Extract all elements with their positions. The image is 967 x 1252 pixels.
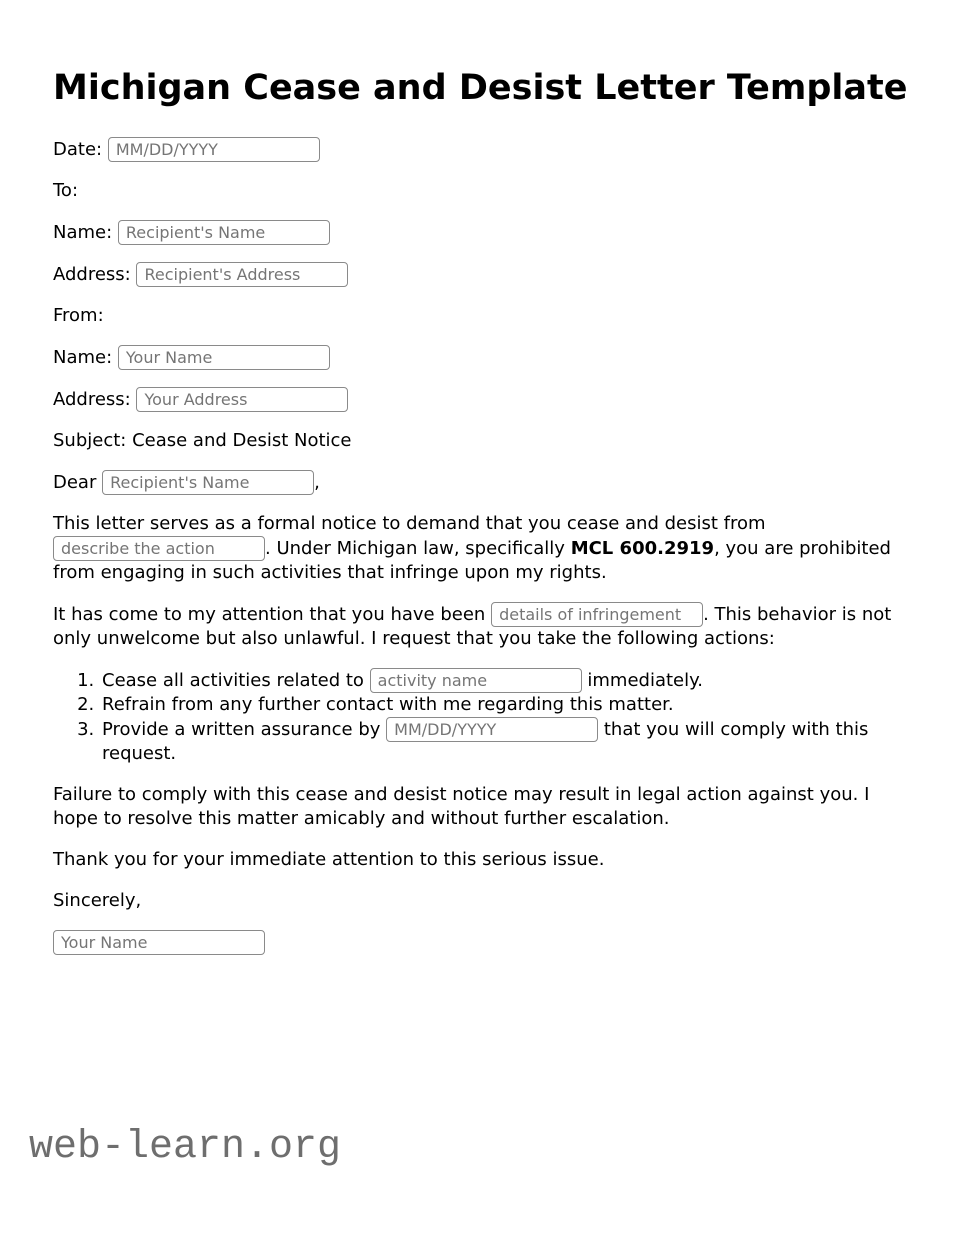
recipient-name-row xyxy=(53,220,911,245)
recipient-address-row xyxy=(53,262,911,287)
date-input[interactable] xyxy=(108,137,320,162)
paragraph-demand-text-1: This letter serves as a formal notice to demand that you cease and desist from xyxy=(53,513,766,534)
date-row xyxy=(53,137,911,162)
sender-name-input[interactable] xyxy=(118,345,330,370)
paragraph-demand-text-3: , you are prohibited from engaging in such activities that infringe upon my rights. xyxy=(53,538,891,583)
infringement-details-input[interactable] xyxy=(491,602,703,627)
page-title: Michigan Cease and Desist Letter Template xyxy=(53,68,908,108)
sender-name-label: Name: xyxy=(53,347,113,368)
action3-text-2: that you will comply with this request. xyxy=(102,719,869,764)
footer-brand: web-learn.org xyxy=(29,1125,342,1170)
sender-address-input[interactable] xyxy=(136,387,348,412)
recipient-address-label: Address: xyxy=(53,264,131,285)
statute-reference: MCL 600.2919 xyxy=(570,538,715,559)
paragraph-failure: Failure to comply with this cease and desist notice may result in legal action against you. I hope to resolve this matter amicably and without further escalation. xyxy=(53,784,870,829)
activity-name-input[interactable] xyxy=(370,668,582,693)
paragraph-attention xyxy=(53,602,911,651)
recipient-address-input[interactable] xyxy=(136,262,348,287)
actions-list xyxy=(53,668,911,766)
paragraph-attention-text-1: It has come to my attention that you have been xyxy=(53,604,492,625)
list-item xyxy=(100,668,911,693)
paragraph-thanks: Thank you for your immediate attention to this serious issue. xyxy=(53,849,605,870)
date-label: Date: xyxy=(53,139,103,160)
list-item xyxy=(100,717,911,766)
sender-address-label: Address: xyxy=(53,389,131,410)
sender-name-row xyxy=(53,345,911,370)
to-heading: To: xyxy=(53,180,79,201)
signature-name-input[interactable] xyxy=(53,930,265,955)
recipient-name-input[interactable] xyxy=(118,220,330,245)
salutation-name-input[interactable] xyxy=(102,470,314,495)
paragraph-attention-text-2: . This behavior is not only unwelcome but also unlawful. I request that you take the following actions: xyxy=(53,604,892,649)
list-item xyxy=(100,693,911,717)
salutation-label: Dear xyxy=(53,472,97,493)
closing-sincerely: Sincerely, xyxy=(53,890,142,911)
salutation-row xyxy=(53,470,911,495)
paragraph-demand-text-2: . Under Michigan law, specifically xyxy=(265,538,571,559)
action1-text-1: Cease all activities related to xyxy=(102,670,370,691)
action3-text-1: Provide a written assurance by xyxy=(102,719,387,740)
salutation-comma: , xyxy=(314,472,320,493)
compliance-date-input[interactable] xyxy=(386,717,598,742)
signature-row xyxy=(53,930,911,955)
from-heading: From: xyxy=(53,305,104,326)
action2-text: Refrain from any further contact with me regarding this matter. xyxy=(102,694,674,715)
action1-text-2: immediately. xyxy=(581,670,703,691)
describe-action-input[interactable] xyxy=(53,536,265,561)
paragraph-demand xyxy=(53,512,911,585)
sender-address-row xyxy=(53,387,911,412)
recipient-name-label: Name: xyxy=(53,222,113,243)
subject-line: Subject: Cease and Desist Notice xyxy=(53,430,352,451)
